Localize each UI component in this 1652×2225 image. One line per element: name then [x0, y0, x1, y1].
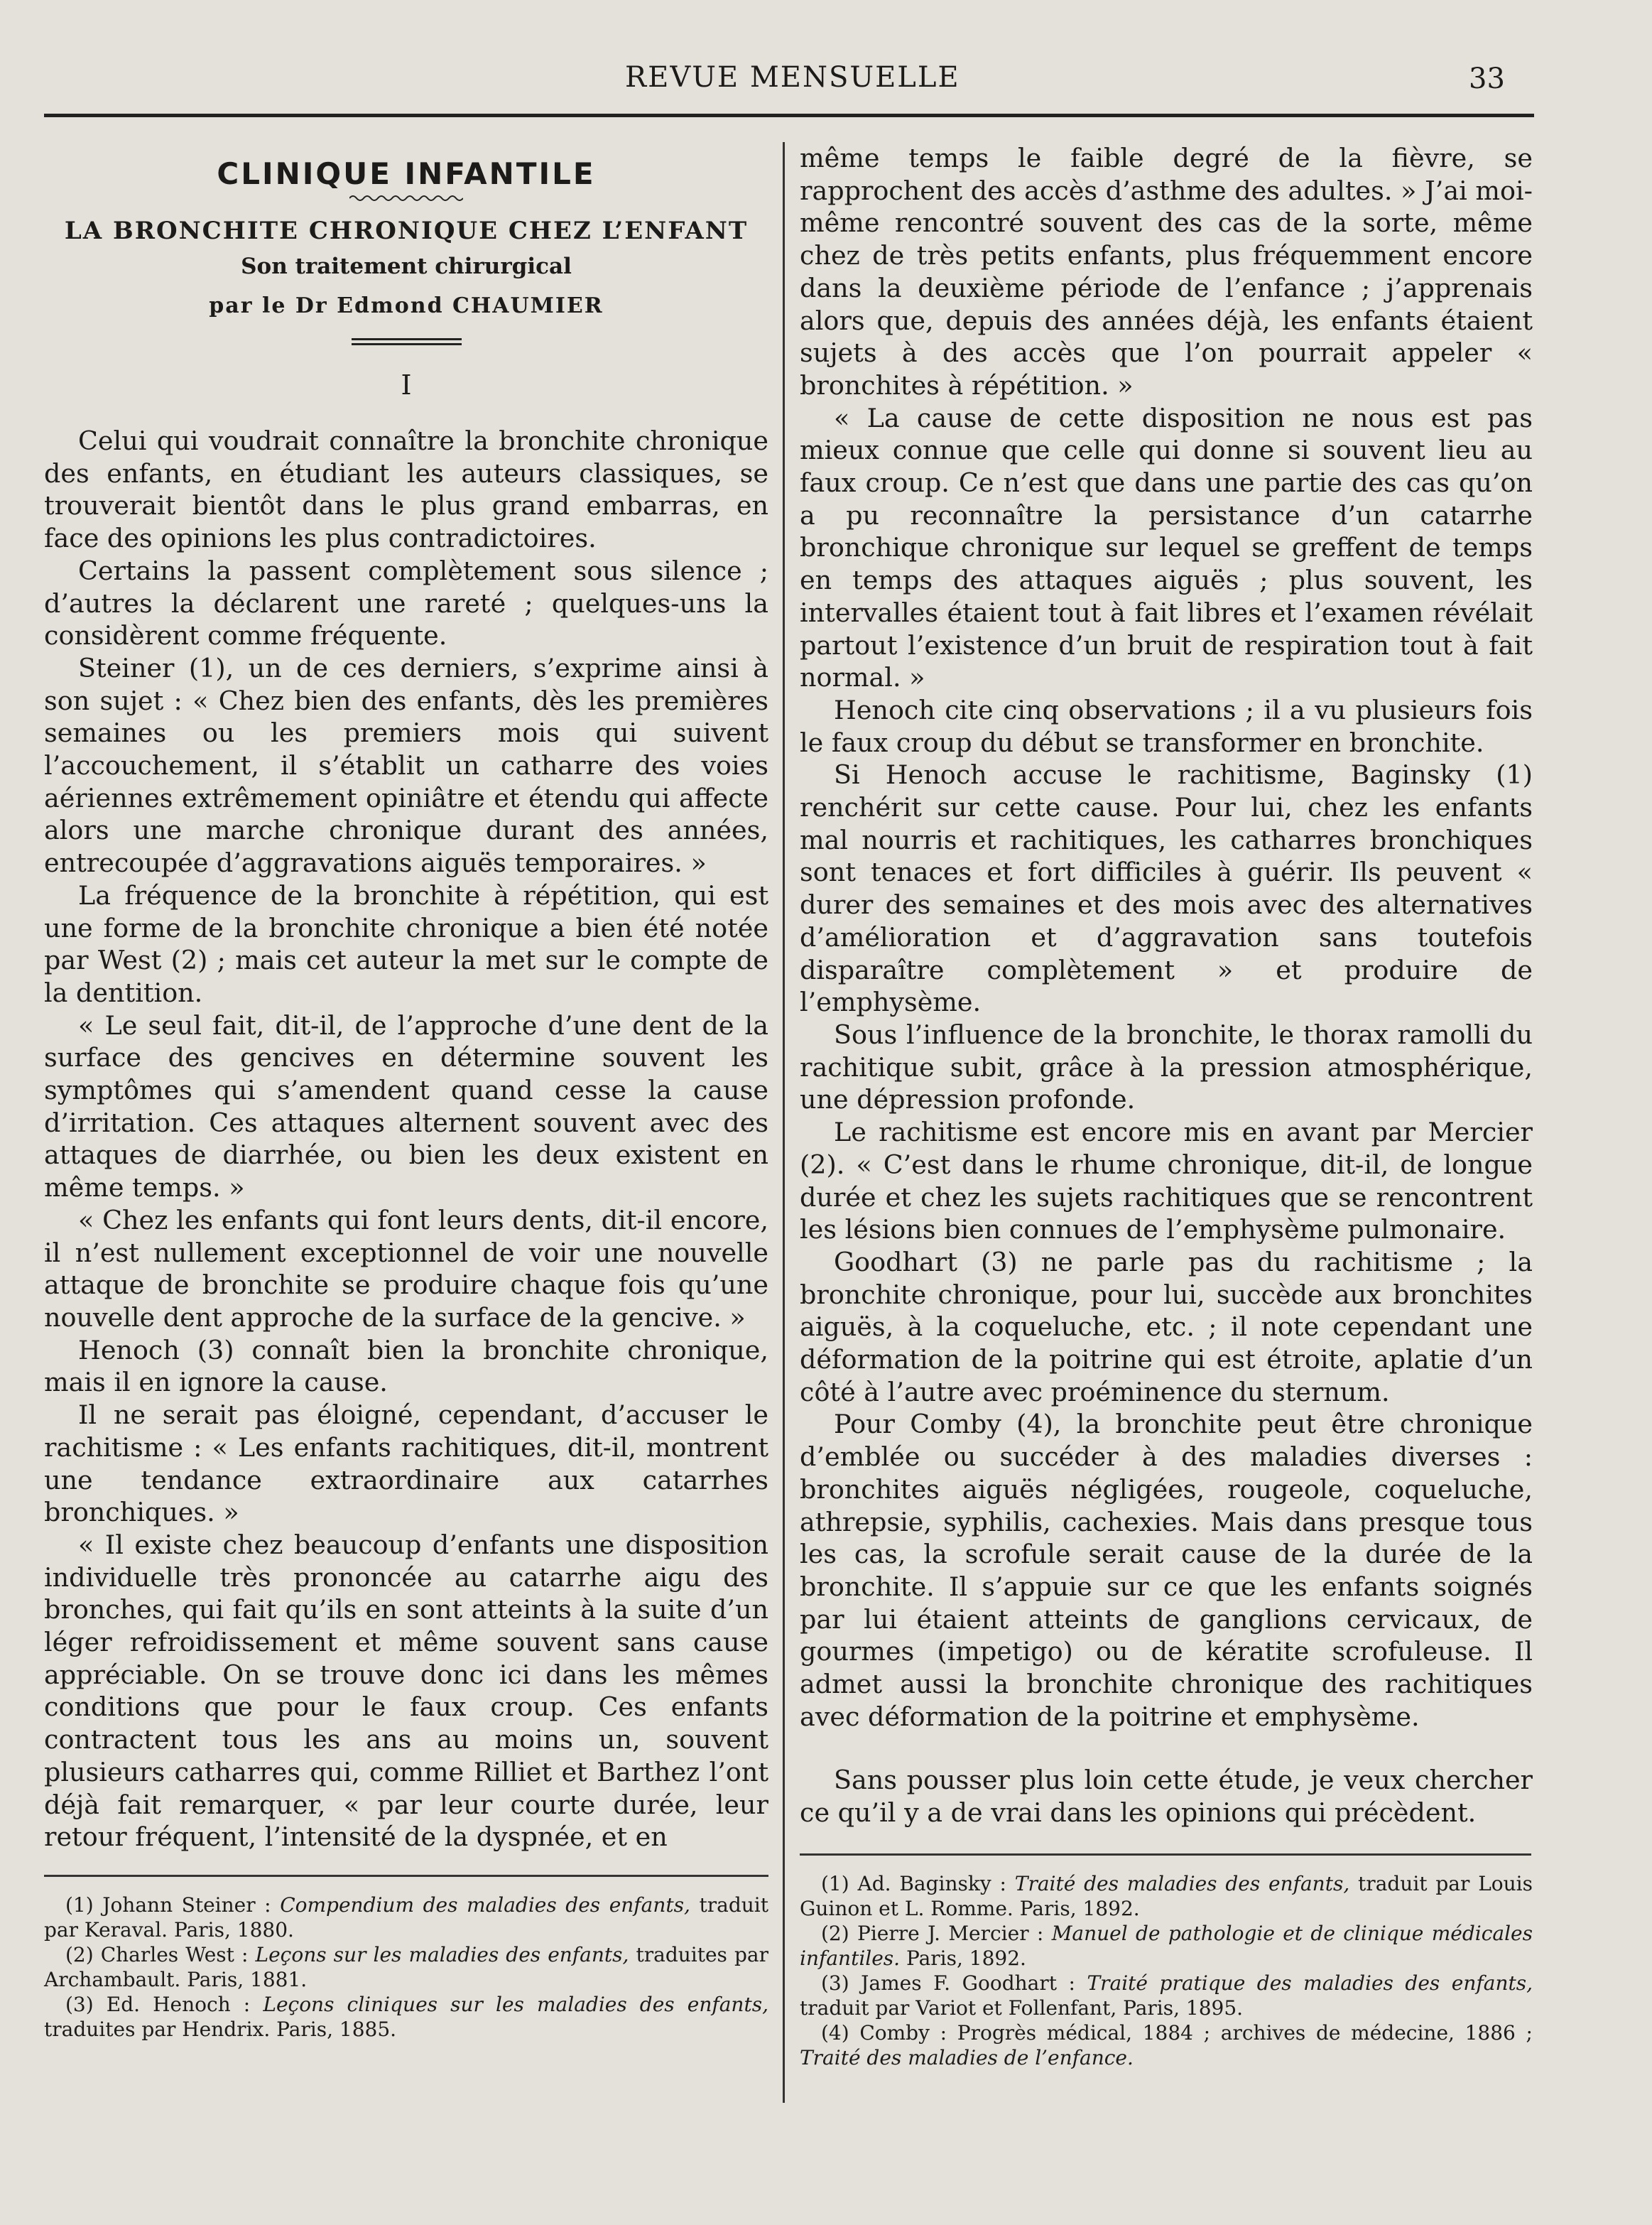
column-divider	[783, 142, 785, 2103]
paragraph: « Le seul fait, dit-il, de l’approche d’une dent de la surface des gencives en détermine souvent les symptômes qui s’amendent quand cesse la cause d’irritation. Ces attaques alternent souvent avec des attaques de diarrhée, ou bien les deux existent en même temps. »	[44, 1009, 768, 1203]
header-rule	[44, 114, 1534, 117]
footnote-detail: traduit par Keraval. Paris, 1880.	[44, 1893, 768, 1942]
footnote-ref: (1) Ad. Baginsky :	[821, 1871, 1015, 1895]
paragraph: « Il existe chez beaucoup d’enfants une disposition individuelle très prononcée au catarrhe aigu des bronches, qui fait qu’ils en sont atteints à la suite d’un léger refroidissement et même souvent sans cause appréciable. On se trouve donc ici dans les mêmes conditions que pour le faux croup. Ces enfants contractent tous les ans au moins un, souvent plusieurs catharres qui, comme Rilliet et Barthez l’ont déjà fait remarquer, « par leur courte durée, leur retour fréquent, l’intensité de la dyspnée, et en	[44, 1529, 768, 1853]
footnote-ref: (1) Johann Steiner :	[65, 1893, 281, 1917]
footnote	[44, 1942, 768, 1992]
footnote-ref: (4) Comby : Progrès médical, 1884 ; archives de médecine, 1886 ;	[821, 2020, 1533, 2045]
paragraph: Goodhart (3) ne parle pas du rachitisme ; la bronchite chronique, pour lui, succède aux bronchites aiguës, à la coqueluche, etc. ; il note cependant une déformation de la poitrine qui est étroite, aplatie d’un côté à l’autre avec proéminence du sternum.	[800, 1246, 1533, 1407]
part-number: I	[401, 369, 412, 401]
footnote	[800, 1871, 1533, 1921]
title-double-rule	[352, 338, 462, 345]
running-title: REVUE MENSUELLE	[625, 61, 960, 94]
footnote	[44, 1992, 768, 2042]
paragraph: Le rachitisme est encore mis en avant par Mercier (2). « C’est dans le rhume chronique, dit-il, de longue durée et chez les sujets rachitiques que se rencontrent les lésions bien connues de l’emphysème pulmonaire.	[800, 1117, 1533, 1245]
footnote-detail: traduit par Variot et Follenfant, Paris, 1895.	[800, 1996, 1244, 2020]
footnote-detail: traduites par Hendrix. Paris, 1885.	[44, 2017, 397, 2041]
footnote-work: Leçons sur les maladies des enfants,	[255, 1942, 629, 1966]
footnote	[800, 2020, 1533, 2070]
footnote-detail: traduit par Louis Guinon et L. Romme. Paris, 1892.	[800, 1871, 1533, 1920]
footnote-ref: (3) James F. Goodhart :	[821, 1971, 1087, 1995]
footnote-ref: (3) Ed. Henoch :	[65, 1992, 263, 2016]
paragraph: Steiner (1), un de ces derniers, s’exprime ainsi à son sujet : « Chez bien des enfants, dès les premières semaines ou les premiers mois qui suivent l’accouchement, il s’établit un catharre des voies aériennes extrêmement opiniâtre et étendu qui affecte alors une marche chronique durant des années, entrecoupée d’aggravations aiguës temporaires. »	[44, 652, 768, 879]
footnote	[44, 1893, 768, 1942]
footnote-ref: (2) Pierre J. Mercier :	[821, 1921, 1052, 1945]
paragraph: La fréquence de la bronchite à répétition, qui est une forme de la bronchite chronique a bien été notée par West (2) ; mais cet auteur la met sur le compte de la dentition.	[44, 879, 768, 1008]
left-column	[44, 142, 768, 2042]
right-column	[800, 142, 1533, 2070]
paragraph: Sans pousser plus loin cette étude, je veux chercher ce qu’il y a de vrai dans les opinions qui précèdent.	[800, 1765, 1533, 1829]
paragraph: Henoch cite cinq observations ; il a vu plusieurs fois le faux croup du début se transformer en bronchite.	[800, 694, 1533, 758]
footnote	[800, 1971, 1533, 2020]
footnote-work: Traité des maladies de l’enfance.	[800, 2045, 1134, 2069]
paragraph: même temps le faible degré de la fièvre, se rapprochent des accès d’asthme des adultes. » J’ai moi-même rencontré souvent des cas de la sorte, même chez de très petits enfants, plus fréquemment encore dans la deuxième période de l’enfance ; j’apprenais alors que, depuis des années déjà, les enfants étaient sujets à des accès que l’on pourrait appeler « bronchites à répétition. »	[800, 143, 1533, 401]
section-title: CLINIQUE INFANTILE	[217, 156, 596, 191]
paragraph: Henoch (3) connaît bien la bronchite chronique, mais il en ignore la cause.	[44, 1334, 768, 1398]
footnote-rule	[800, 1853, 1531, 1856]
footnote-rule	[44, 1875, 768, 1877]
paragraph: Si Henoch accuse le rachitisme, Baginsky (1) renchérit sur cette cause. Pour lui, chez les enfants mal nourris et rachitiques, les catharres bronchiques sont tenaces et fort difficiles à guérir. Ils peuvent « durer des semaines et des mois avec des alternatives d’amélioration et d’aggravation sans toutefois disparaître complètement » et produire de l’emphysème.	[800, 759, 1533, 1018]
footnote-work: Traité pratique des maladies des enfants,	[1087, 1971, 1533, 1995]
paragraph: Sous l’influence de la bronchite, le thorax ramolli du rachitique subit, grâce à la pression atmosphérique, une dépression profonde.	[800, 1019, 1533, 1115]
footnote	[800, 1921, 1533, 1971]
footnotes-left	[44, 1893, 768, 2042]
squiggle-ornament	[349, 194, 463, 202]
article-title: LA BRONCHITE CHRONIQUE CHEZ L’ENFANT	[64, 217, 749, 245]
page-number: 33	[1469, 63, 1505, 95]
footnote-detail: traduites par Archambault. Paris, 1881.	[44, 1942, 768, 1991]
footnote-work: Compendium des maladies des enfants,	[280, 1893, 690, 1917]
paragraph: Il ne serait pas éloigné, cependant, d’accuser le rachitisme : « Les enfants rachitiques, dit-il, montrent une tendance extraordinaire aux catarrhes bronchiques. »	[44, 1400, 768, 1528]
paragraph: « La cause de cette disposition ne nous est pas mieux connue que celle qui donne si souvent lieu au faux croup. Ce n’est que dans une partie des cas qu’on a pu reconnaître la persistance d’un catarrhe bronchique chronique sur lequel se greffent de temps en temps des attaques aiguës ; plus souvent, les intervalles étaient tout à fait libres et l’examen révélait partout l’existence d’un bruit de respiration tout à fait normal. »	[800, 402, 1533, 693]
paragraph: Celui qui voudrait connaître la bronchite chronique des enfants, en étudiant les auteurs classiques, se trouverait bientôt dans le plus grand embarras, en face des opinions les plus contradictoires.	[44, 426, 768, 554]
footnote-work: Traité des maladies des enfants,	[1014, 1871, 1350, 1895]
footnote-detail: Paris, 1892.	[900, 1946, 1026, 1970]
footnote-work: Manuel de pathologie et de clinique médicales infantiles.	[800, 1921, 1533, 1970]
footnote-work: Leçons cliniques sur les maladies des enfants,	[263, 1992, 768, 2016]
paragraph: Certains la passent complètement sous silence ; d’autres la déclarent une rareté ; quelques-uns la considèrent comme fréquente.	[44, 555, 768, 651]
paragraph: « Chez les enfants qui font leurs dents, dit-il encore, il n’est nullement exceptionnel de voir une nouvelle attaque de bronchite se produire chaque fois qu’une nouvelle dent approche de la surface de la gencive. »	[44, 1204, 768, 1333]
footnotes-right	[800, 1871, 1533, 2070]
footnote-ref: (2) Charles West :	[65, 1942, 256, 1966]
article-subtitle: Son traitement chirurgical	[241, 254, 572, 279]
article-author: par le Dr Edmond CHAUMIER	[209, 293, 604, 318]
paragraph: Pour Comby (4), la bronchite peut être chronique d’emblée ou succéder à des maladies diverses : bronchites aiguës négligées, rougeole, coqueluche, athrepsie, syphilis, cachexies. Mais dans presque tous les cas, la scrofule serait cause de la durée de la bronchite. Il s’appuie sur ce que les enfants soignés par lui étaient atteints de ganglions cervicaux, de gourmes (impetigo) ou de kératite scrofuleuse. Il admet aussi la bronchite chronique des rachitiques avec déformation de la poitrine et emphysème.	[800, 1409, 1533, 1732]
